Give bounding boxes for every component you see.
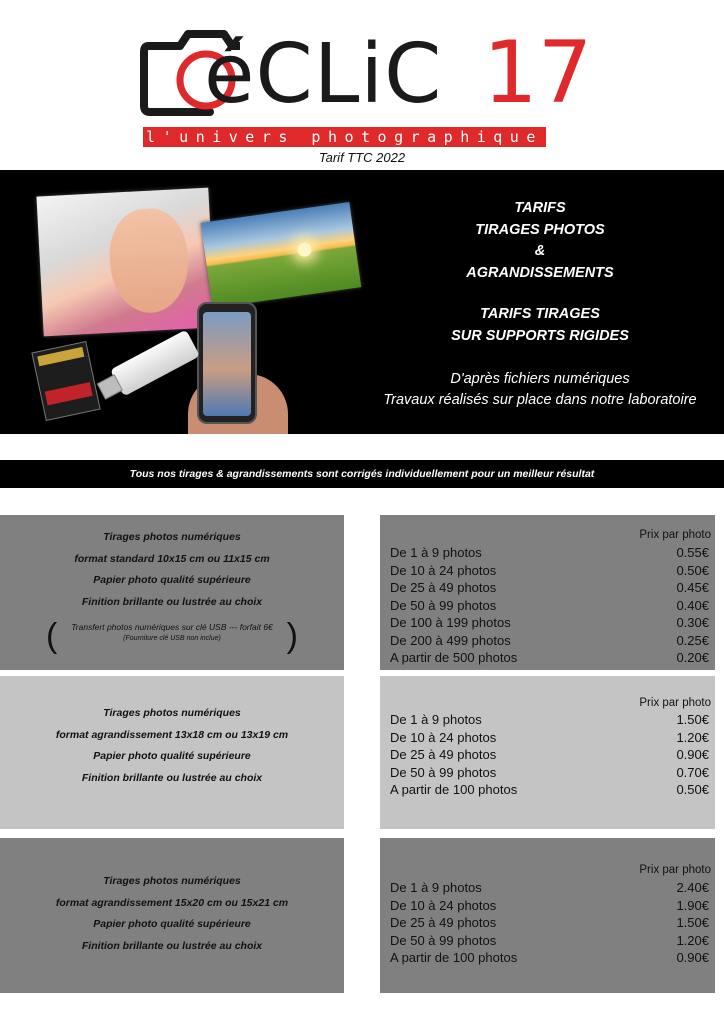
paren-left: (	[46, 617, 58, 655]
desc-line: Tirages photos numériques	[103, 707, 241, 719]
price-value: 0.30€	[676, 615, 709, 630]
smartphone-icon	[197, 302, 257, 424]
desc-line: format standard 10x15 cm ou 11x15 cm	[74, 552, 270, 565]
usb-note-main: Transfert photos numériques sur clé USB --- forfait 6€	[71, 622, 273, 632]
desc-line: format agrandissement 15x20 cm ou 15x21 cm	[55, 896, 289, 909]
usb-key-icon	[110, 330, 200, 397]
price-row	[390, 562, 709, 579]
price-range: De 10 à 24 photos	[390, 562, 497, 578]
price-header: Prix par photo	[639, 529, 711, 541]
section-1-description	[0, 515, 344, 670]
price-range: De 25 à 49 photos	[390, 915, 497, 930]
section-1-prices	[380, 515, 715, 670]
brand-logo	[140, 20, 593, 123]
tariff-label: Tarif TTC 2022	[318, 150, 406, 165]
price-value: 1.50€	[676, 915, 709, 930]
price-row	[390, 544, 709, 561]
section-3-prices	[380, 838, 715, 993]
price-range: De 1 à 9 photos	[390, 880, 482, 895]
banner-title-6: SUR SUPPORTS RIGIDES	[451, 327, 629, 344]
banner-title-1: TARIFS	[514, 200, 566, 216]
logo-number: 17	[483, 23, 593, 123]
banner-title-3: &	[534, 243, 546, 259]
landscape-photo	[201, 202, 362, 308]
desc-line: Papier photo qualité supérieure	[93, 750, 251, 762]
paren-right: )	[286, 617, 298, 655]
price-value: 0.55€	[676, 545, 709, 560]
price-value: 0.90€	[676, 950, 709, 965]
section-2-prices	[380, 676, 715, 829]
price-range: A partir de 100 photos	[390, 950, 518, 965]
price-range: De 10 à 24 photos	[390, 729, 497, 745]
price-value: 0.70€	[676, 764, 709, 780]
banner-title-4: AGRANDISSEMENTS	[466, 264, 614, 281]
price-header: Prix par photo	[639, 864, 711, 876]
price-row	[390, 781, 709, 798]
portrait-photo	[36, 188, 215, 337]
price-value: 0.45€	[676, 580, 709, 595]
price-range: De 50 à 99 photos	[390, 764, 497, 780]
sd-card-icon	[31, 341, 100, 421]
price-value: 0.40€	[676, 597, 709, 613]
section-2-description	[0, 676, 344, 829]
price-range: De 200 à 499 photos	[390, 632, 511, 648]
price-row	[390, 579, 709, 596]
price-value: 0.20€	[676, 650, 709, 665]
price-row	[390, 914, 709, 931]
price-row	[390, 897, 709, 914]
price-range: De 25 à 49 photos	[390, 747, 497, 762]
price-value: 0.50€	[676, 782, 709, 797]
price-row	[390, 764, 709, 781]
desc-line: Tirages photos numériques	[103, 875, 241, 887]
price-row	[390, 949, 709, 966]
price-range: De 50 à 99 photos	[390, 932, 497, 948]
correction-notice: Tous nos tirages & agrandissements sont corrigés individuellement pour un meilleur résultat	[0, 460, 724, 488]
price-range: De 1 à 9 photos	[390, 712, 482, 727]
price-value: 2.40€	[676, 880, 709, 895]
price-range: A partir de 500 photos	[390, 650, 518, 665]
price-row	[390, 614, 709, 631]
price-range: De 10 à 24 photos	[390, 897, 497, 913]
price-range: De 25 à 49 photos	[390, 580, 497, 595]
price-value: 1.90€	[676, 897, 709, 913]
hero-banner	[0, 170, 724, 434]
price-row	[390, 729, 709, 746]
price-value: 1.20€	[676, 729, 709, 745]
price-value: 0.50€	[676, 562, 709, 578]
price-range: De 50 à 99 photos	[390, 597, 497, 613]
banner-subtitle-2: Travaux réalisés sur place dans notre laboratoire	[383, 392, 697, 408]
desc-line: Finition brillante ou lustrée au choix	[81, 595, 263, 608]
price-row	[390, 711, 709, 728]
price-range: De 100 à 199 photos	[390, 615, 511, 630]
banner-title-2: TIRAGES PHOTOS	[475, 221, 605, 238]
banner-title-5: TARIFS TIRAGES	[480, 306, 600, 322]
price-value: 1.20€	[676, 932, 709, 948]
section-3-description	[0, 838, 344, 993]
price-value: 0.90€	[676, 747, 709, 762]
desc-line: format agrandissement 13x18 cm ou 13x19 cm	[55, 728, 289, 741]
desc-line: Papier photo qualité supérieure	[93, 918, 251, 930]
price-row	[390, 632, 709, 649]
price-range: De 1 à 9 photos	[390, 545, 482, 560]
price-row	[390, 932, 709, 949]
price-range: A partir de 100 photos	[390, 782, 518, 797]
desc-line: Finition brillante ou lustrée au choix	[81, 939, 263, 952]
price-row	[390, 649, 709, 666]
banner-subtitle-1: D'après fichiers numériques	[450, 371, 630, 387]
price-value: 1.50€	[676, 712, 709, 727]
usb-transfer-note	[46, 617, 298, 655]
desc-line: Finition brillante ou lustrée au choix	[81, 771, 263, 784]
usb-note-sub: (Fourniture clé USB non inclue)	[123, 635, 221, 642]
price-row	[390, 597, 709, 614]
logo-wordmark: éCLiC	[204, 27, 443, 122]
price-row	[390, 879, 709, 896]
price-value: 0.25€	[676, 632, 709, 648]
desc-line: Tirages photos numériques	[103, 531, 241, 543]
desc-line: Papier photo qualité supérieure	[93, 574, 251, 586]
price-row	[390, 746, 709, 763]
price-header: Prix par photo	[639, 697, 711, 709]
slogan-bar: l'univers photographique	[143, 127, 546, 147]
